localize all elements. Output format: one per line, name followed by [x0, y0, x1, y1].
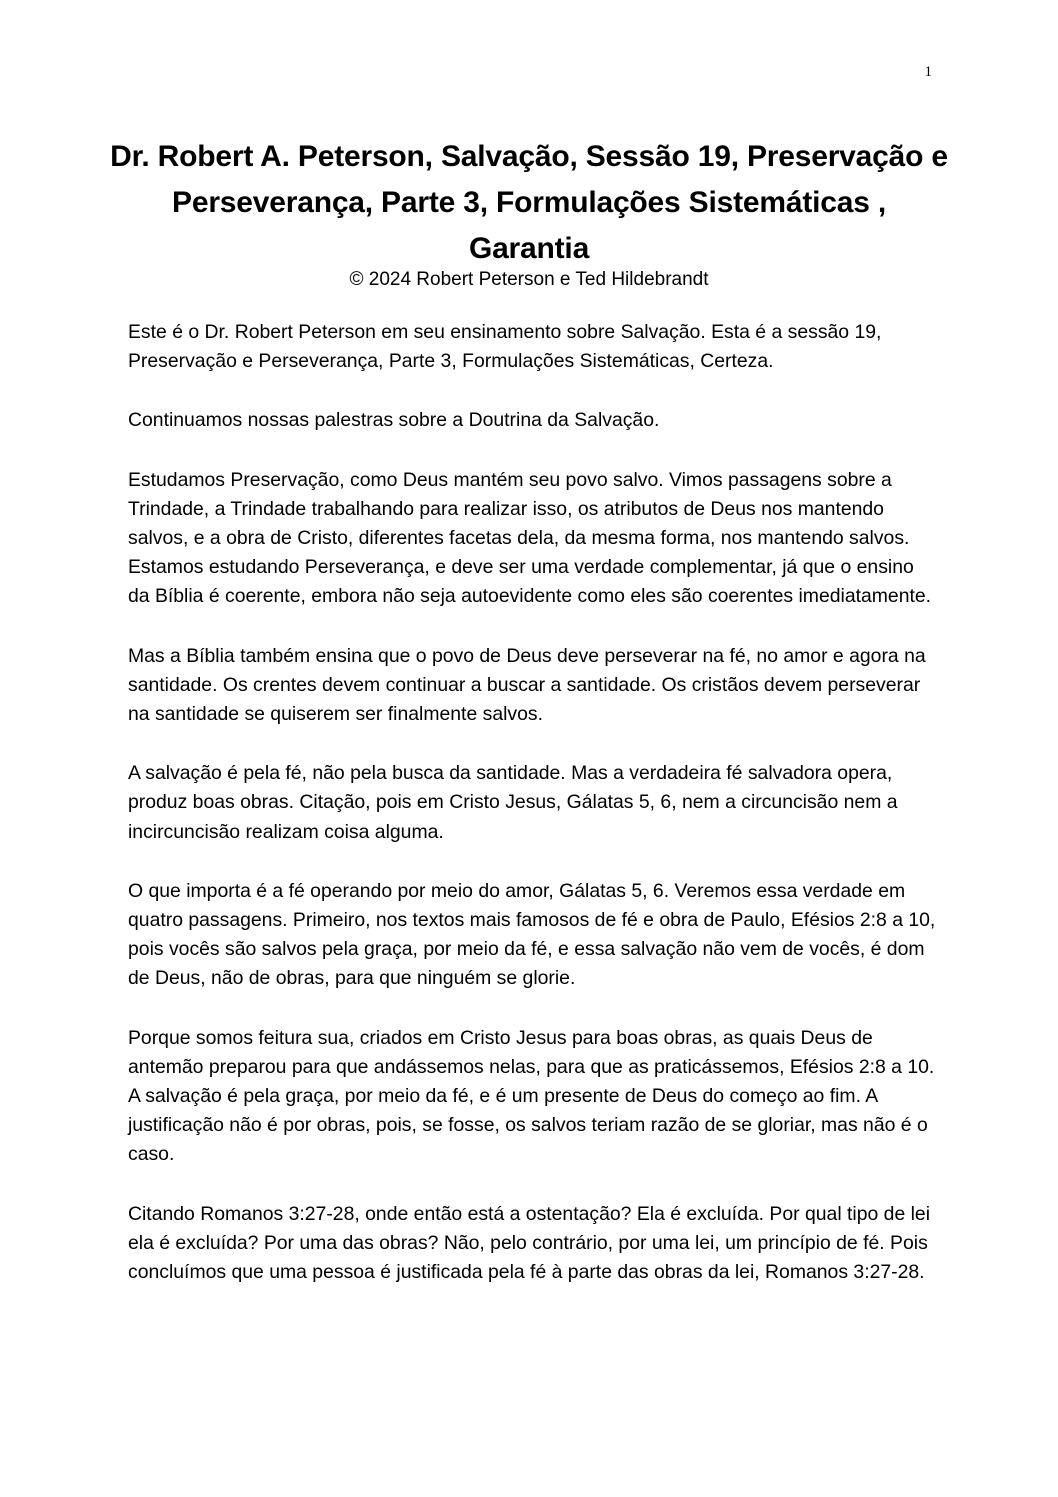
paragraph: O que importa é a fé operando por meio do amor, Gálatas 5, 6. Veremos essa verdade em quatro passagens. Primeiro, nos textos mais famosos de fé e obra de Paulo, Efésios 2:8 a 10, pois vocês são salvos pela graça, por meio da fé, e essa salvação não vem de vocês, é dom de Deus, não de obras, para que ninguém se glorie.: [128, 879, 936, 990]
paragraph: Mas a Bíblia também ensina que o povo de Deus deve perseverar na fé, no amor e agora na santidade. Os crentes devem continuar a buscar a santidade. Os cristãos devem perseverar na santidade se quiserem ser finalmente salvos.: [128, 644, 926, 726]
document-body: [128, 318, 938, 1317]
document-title: Dr. Robert A. Peterson, Salvação, Sessão 19, Preservação e Perseverança, Parte 3, Formulações Sistemáticas , Garantia: [110, 140, 948, 265]
paragraph: Estudamos Preservação, como Deus mantém seu povo salvo. Vimos passagens sobre a Trindade, a Trindade trabalhando para realizar isso, os atributos de Deus nos mantendo salvos, e a obra de Cristo, diferentes facetas dela, da mesma forma, nos mantendo salvos. Estamos estudando Perseverança, e deve ser uma verdade complementar, já que o ensino da Bíblia é coerente, embora não seja autoevidente como eles são coerentes imediatamente.: [128, 468, 932, 608]
paragraph: Citando Romanos 3:27-28, onde então está a ostentação? Ela é excluída. Por qual tipo de lei ela é excluída? Por uma das obras? Não, pelo contrário, por uma lei, um princípio de fé. Pois concluímos que uma pessoa é justificada pela fé à parte das obras da lei, Romanos 3:27-28.: [128, 1202, 931, 1284]
paragraph: A salvação é pela fé, não pela busca da santidade. Mas a verdadeira fé salvadora opera, produz boas obras. Citação, pois em Cristo Jesus, Gálatas 5, 6, nem a circuncisão nem a incircuncisão realizam coisa alguma.: [128, 762, 898, 843]
paragraph: Continuamos nossas palestras sobre a Doutrina da Salvação.: [128, 409, 660, 432]
page-number: 1: [924, 64, 932, 80]
paragraph: Este é o Dr. Robert Peterson em seu ensinamento sobre Salvação. Esta é a sessão 19, Preservação e Perseverança, Parte 3, Formulações Sistemáticas, Certeza.: [128, 321, 882, 373]
copyright-line: © 2024 Robert Peterson e Ted Hildebrandt: [349, 269, 709, 290]
paragraph: Porque somos feitura sua, criados em Cristo Jesus para boas obras, as quais Deus de antemão preparou para que andássemos nelas, para que as praticássemos, Efésios 2:8 a 10. A salvação é pela graça, por meio da fé, e é um presente de Deus do começo ao fim. A justificação não é por obras, pois, se fosse, os salvos teriam razão de se gloriar, mas não é o caso.: [128, 1026, 935, 1166]
